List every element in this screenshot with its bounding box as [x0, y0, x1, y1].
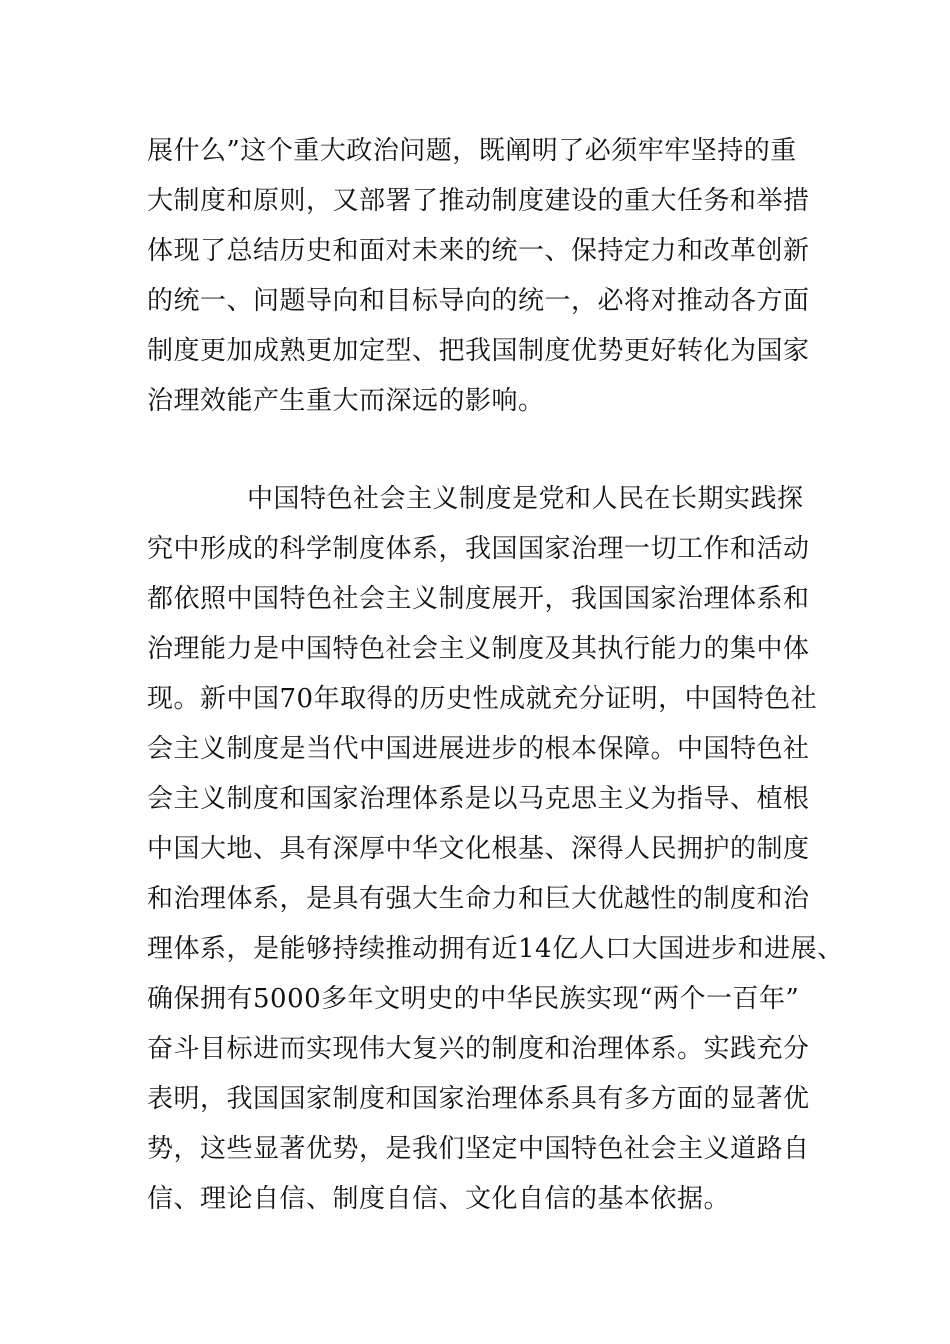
- text-line: 都依照中国特色社会主义制度展开，我国国家治理体系和: [147, 584, 810, 614]
- paragraph-2: [147, 474, 847, 1224]
- text-line: 中国大地、具有深厚中华文化根基、深得人民拥护的制度: [147, 834, 810, 864]
- text-line: 展什么”这个重大政治问题，既阐明了必须牢牢坚持的重: [147, 136, 797, 166]
- text-line: 信、理论自信、制度自信、文化自信的基本依据。: [147, 1184, 731, 1214]
- text-line: 会主义制度和国家治理体系是以马克思主义为指导、植根: [147, 784, 810, 814]
- text-line: 制度更加成熟更加定型、把我国制度优势更好转化为国家: [147, 336, 810, 366]
- text-line: 体现了总结历史和面对未来的统一、保持定力和改革创新: [147, 236, 810, 266]
- text-line: 大制度和原则，又部署了推动制度建设的重大任务和举措: [147, 186, 810, 216]
- text-line: 和治理体系，是具有强大生命力和巨大优越性的制度和治: [147, 884, 810, 914]
- text-line: 确保拥有5000多年文明史的中华民族实现“两个一百年”: [147, 984, 800, 1014]
- text-line: 现。新中国70年取得的历史性成就充分证明，中国特色社: [147, 684, 818, 714]
- text-line: 理体系，是能够持续推动拥有近14亿人口大国进步和进展、: [147, 934, 844, 964]
- text-line: 势，这些显著优势，是我们坚定中国特色社会主义道路自: [147, 1134, 810, 1164]
- text-line: 究中形成的科学制度体系，我国国家治理一切工作和活动: [147, 534, 810, 564]
- text-line: 治理能力是中国特色社会主义制度及其执行能力的集中体: [147, 634, 810, 664]
- text-line: 治理效能产生重大而深远的影响。: [147, 386, 545, 416]
- text-line: 表明，我国国家制度和国家治理体系具有多方面的显著优: [147, 1084, 810, 1114]
- text-line-indented: 中国特色社会主义制度是党和人民在长期实践探: [247, 484, 804, 514]
- text-line: 会主义制度是当代中国进展进步的根本保障。中国特色社: [147, 734, 810, 764]
- text-line: 的统一、问题导向和目标导向的统一，必将对推动各方面: [147, 286, 810, 316]
- text-line: 奋斗目标进而实现伟大复兴的制度和治理体系。实践充分: [147, 1034, 810, 1064]
- paragraph-1: [147, 126, 847, 426]
